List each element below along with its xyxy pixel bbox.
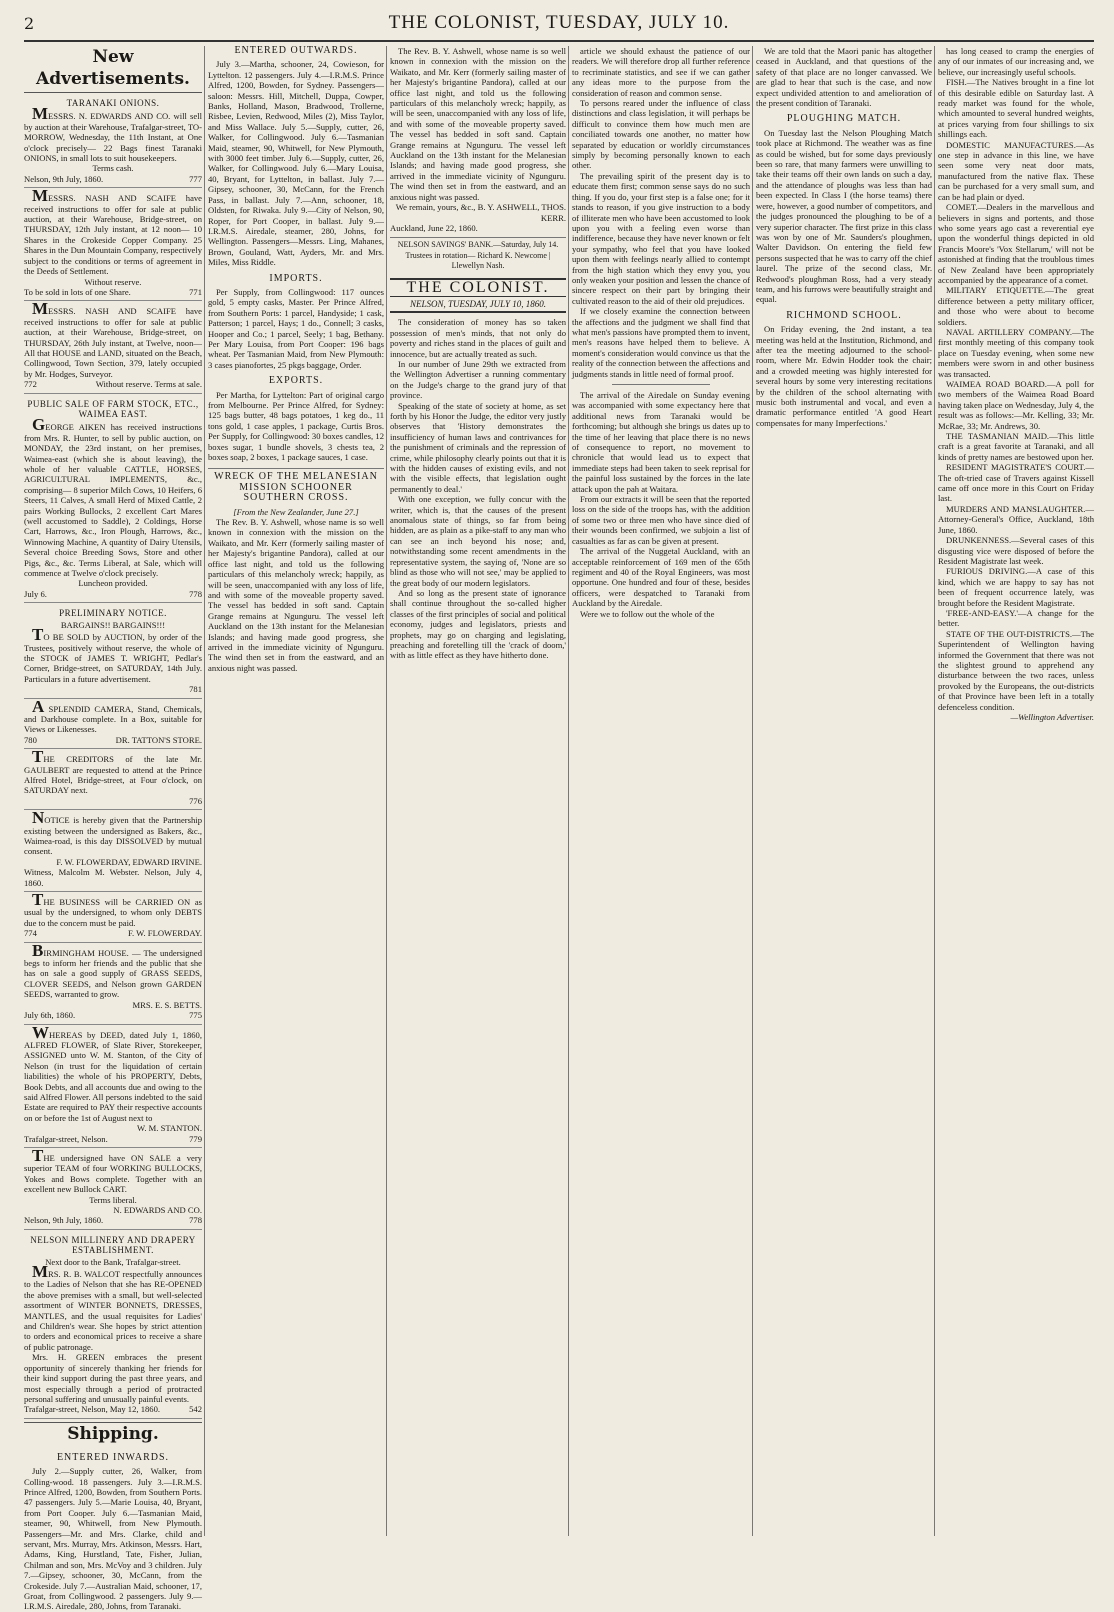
- ad-body: THE BUSINESS will be CARRIED ON as usual by the undersigned, to whom only DEBTS due to the concern must be paid.: [24, 890, 202, 928]
- editorial-paragraph: The consideration of money has so taken possession of men's minds, that not only do poverty and riches stand in the places of guilt and innocence, but are actually treated as such.: [390, 317, 566, 359]
- article-body: The Rev. B. Y. Ashwell, whose name is so well known in connexion with the mission on the Waikato, and Mr. Kerr (formerly sailing master of her Majesty's brigantine Pandora), called at our office last night, and told us the following particulars of this melancholy wreck; happily, as will be seen, unaccompanied with any loss of life, and with some of the moveable property saved. The vessel has bedded in soft sand. Captain Grange remains at Ngunguru. The vessel left Auckland on the 13th instant for the Melanesian Islands; and having made good progress, she arrived in the immediate vicinity of Ngunguru. The wind then set in from the eastward, and an anxious night was passed.: [390, 46, 566, 202]
- ad-apply: DR. TATTON'S STORE.: [115, 734, 202, 745]
- ad-date: Nelson, 9th July, 1860.: [24, 173, 104, 184]
- news-item-waimea: WAIMEA ROAD BOARD.—A poll for two members of the Waimea Road Board having taken place on Wednesday, July 4, the result was as follows:—Mr. Kelling, 33; Mr. McRae, 33; Mr. Andrews, 30.: [938, 379, 1094, 431]
- news-item-resident: RESIDENT MAGISTRATE'S COURT.—The oft-tried case of Travers against Kissell came off once more in this Court on Friday last.: [938, 462, 1094, 504]
- editorial-paragraph: In our number of June 29th we extracted from the Wellington Advertiser a running commentary on the Judge's charge to the grand jury of that province.: [390, 358, 566, 401]
- ad-preliminary: [24, 608, 202, 698]
- ad-body: NOTICE is hereby given that the Partnership existing between the undersigned as Bakers, &c., Waimea-road, is this day DISSOLVED by mutual consent.: [24, 808, 202, 857]
- editorial-paragraph: With one exception, we fully concur with the writer, which is, that the causes of the present anomalous state of things, so far from being hidden, are as plain as a pike-staff to any man who can see an inch beyond his nose; and, notwithstanding some recent amendments in the representative system, the saying of, 'None are so blind as those who will not see,' may be applied to the great body of our modern legislators.: [390, 494, 566, 588]
- ad-body: BIRMINGHAM HOUSE. — The undersigned begs to inform her friends and the public that she has on sale a good supply of GRASS SEEDS, CLOVER SEEDS, and Nelson grown GARDEN SEEDS, warranted to grow.: [24, 940, 202, 1000]
- ad-terms: Terms liberal.: [89, 1194, 137, 1205]
- news-paragraph: The arrival of the Nuggetal Auckland, with an acceptable reinforcement of 169 men of the 65th regiment and 40 of the Royal Engineers, was most opportune. One hundred and four of these, besides officers, were despatched to Taranaki from Auckland by the Airedale.: [572, 546, 750, 609]
- editorial-title: THE COLONIST.: [390, 278, 566, 297]
- letter-signature: We remain, yours, &c., B. Y. ASHWELL, THOS. KERR.: [395, 202, 566, 223]
- section-title: EXPORTS.: [268, 375, 324, 387]
- ad-notice: [24, 808, 202, 892]
- ad-reserve: Without reserve.: [84, 276, 142, 287]
- ad-note: To be sold in lots of one Share.: [24, 286, 131, 297]
- ad-title: TARANAKI ONIONS.: [66, 98, 160, 108]
- ad-ref: 776: [189, 795, 202, 806]
- editorial-paragraph: If we closely examine the connection between the affections and the judgment we shall find that what men's passions have prompted them to invent, men's reasons have helped them to believe. A moment's consideration would convince us that the reality of the connection between the affections and judgments stands in little need of formal proof.: [572, 306, 750, 379]
- ad-place: Trafalgar-street, Nelson.: [24, 1133, 108, 1144]
- column-rule: [204, 46, 205, 1536]
- ad-ref: 775: [189, 1010, 202, 1021]
- news-item-fish: FISH.—The Natives brought in a fine lot of this desirable edible on Saturday last. A ready market was found for the whole, which amounted to several hundred weights, at prices varying from four shillings to six shillings each.: [938, 77, 1094, 140]
- ad-date: July 6.: [24, 588, 47, 599]
- ad-creditors: [24, 747, 202, 810]
- ad-terms: Without reserve. Terms at sale.: [95, 379, 202, 390]
- ad-subtitle: BARGAINS!! BARGAINS!!!: [60, 619, 166, 630]
- ad-signature: MRS. E. S. BETTS.: [132, 999, 202, 1010]
- ad-signature: F. W. FLOWERDAY.: [127, 928, 202, 939]
- ad-ref: 779: [189, 1133, 202, 1144]
- news-item-drunkenness: DRUNKENNESS.—Several cases of this disgusting vice were disposed of before the Resident Magistrate last week.: [938, 535, 1094, 566]
- ad-ref: 780: [24, 734, 37, 745]
- section-title: ENTERED INWARDS.: [56, 1451, 170, 1463]
- news-item-artillery: NAVAL ARTILLERY COMPANY.—The first monthly meeting of this company took place on Tuesday evening, when some new members were sworn in and other business was transacted.: [938, 326, 1094, 379]
- editorial-paragraph: Speaking of the state of society at home, as set forth by his Honor the Judge, the editor very justly observes that 'History demonstrates the insufficiency of human laws and contrivances for the punishment of criminals and the repression of crime, while philosophy clearly points out that it is with the hidden causes of existing evils, and not with the visible effects, that legislation ought permanently to deal.': [390, 400, 566, 494]
- ad-lunch: Luncheon provided.: [78, 578, 148, 589]
- savings-bank-trustees: Trustees in rotation— Richard K. Newcome | Llewellyn Nash.: [405, 250, 551, 271]
- article-body: The Rev. B. Y. Ashwell, whose name is so well known in connexion with the mission on the Waikato, and Mr. Kerr (formerly sailing master of her Majesty's brigantine Pandora), called at our office last night, and told us the following particulars of this melancholy wreck; happily, as will be seen, unaccompanied with any loss of life, and with some of the moveable property saved. The vessel has bedded in soft sand. Captain Grange remains at Ngunguru. The vessel left Auckland on the 13th instant for the Melanesian Islands; and having made good progress, she arrived in the immediate vicinity of Ngunguru. The wind then set in from the eastward, and an anxious night was passed.: [208, 517, 384, 673]
- ad-ref: 774: [24, 928, 37, 939]
- ad-body: TO BE SOLD by AUCTION, by order of the Trustees, positively without reserve, the whole of the STOCK of JAMES T. WRIGHT, Pedlar's Corner, Bridge-street, on SATURDAY, 14th July. Particulars in a future advertisement.: [24, 625, 202, 684]
- shipping-inwards: July 2.—Supply cutter, 26, Walker, from Colling-wood. 18 passengers. July 3.—I.R.M.S. Prince Alfred, 1200, Bowden, from Southern Ports. 47 passengers. July 5.—Marie Louisa, 40, Bryant, from Port Cooper. July 6.—Tasmanian Maid, steamer, 90, Whitwell, from New Plymouth. Passengers—Mr. and Mrs. Clarke, child and servant, Mrs. Murray, Mrs. Atkinson, Messrs. Hart, Adams, King, Hurstland, Tate, Fisher, Julian, Chilman and son, Mrs. McVoy and 3 children. July 7.—Gipsey, schooner, 30, McCann, from the Crokeside. July 7.—Australian Maid, schooner, 17, Groat, from Collingwood. 2 passengers. July 9.—I.R.M.S. Airedale, 280, Johns, from Taranaki.: [24, 1466, 202, 1612]
- ad-ref: 542: [189, 1404, 202, 1415]
- ad-body: MESSRS. NASH AND SCAIFE have received instructions to offer for sale at public auction, at their Warehouse, Bridge-street, on THURSDAY, 26th July instant, at Twelve, noon— All that HOUSE and LAND, situated on the Beach, Collingwood, Town Section, 379, lately occupied by Mr. Hodges, Surveyor.: [24, 299, 202, 379]
- ad-birmingham: [24, 940, 202, 1025]
- news-paragraph: We are told that the Maori panic has altogether ceased in Auckland, and that questions of the safety of that place are no longer canvassed. We are glad to hear that such is the case, and now expect undivided attention to and amelioration of the present condition of Taranaki.: [756, 46, 932, 109]
- ad-ref: 781: [189, 684, 202, 695]
- ad-bullocks: [24, 1145, 202, 1230]
- ad-body: MESSRS. NASH AND SCAIFE have received instructions to offer for sale at public auction, at their Warehouse, Bridge-street, on THURSDAY, 12th July instant, at 12 noon— 10 Shares in the Crokeside Copper Company. 25 Shares in the Dun Mountain Company, respectively subject to the conditions or terms of agreement in the Deeds of Settlement.: [24, 186, 202, 277]
- column-rule: [752, 46, 753, 1536]
- news-paragraph: From our extracts it will be seen that the reported loss on the side of the troops has, with the addition of some two or three men who have since died of their wounds been confirmed, we subjoin a list of casualties as far as can be given at present.: [572, 494, 750, 546]
- ad-body: THE CREDITORS of the late Mr. GAULBERT are requested to attend at the Prince Alfred Hotel, Bridge-street, at Four o'clock, on SATURDAY next.: [24, 747, 202, 796]
- letter-date: Auckland, June 22, 1860.: [390, 222, 478, 233]
- ad-title: PRELIMINARY NOTICE.: [59, 608, 167, 619]
- page-number: 2: [24, 14, 35, 33]
- page-title: THE COLONIST, TUESDAY, JULY 10.: [388, 12, 730, 33]
- news-source: —Wellington Advertiser.: [1010, 712, 1094, 722]
- ad-witness: Witness, Malcolm M. Webster. Nelson, July 4, 1860.: [24, 867, 202, 888]
- section-title: WRECK OF THE MELANESIAN MISSION SCHOONER SOUTHERN CROSS.: [208, 468, 384, 503]
- editorial-paragraph: To persons reared under the influence of class distinctions and class legislation, it will perhaps be difficult to convince them how much men are conciliated towards one another, no matter how separated by education or worldly circumstances simply by becoming personally known to each other.: [572, 98, 750, 171]
- ad-ref: 778: [189, 1215, 202, 1226]
- news-paragraph: On Friday evening, the 2nd instant, a tea meeting was held at the Institution, Richmond, and after tea the meeting adjourned to the school-room, where Mr. Edwin Hodder took the chair; and a crowded meeting was highly interested for several hours by some very interesting recitations by the children of the school alternating with music both instrumental and vocal, and even a dramatic performance entitled 'A good Heart compensates for many Imperfections.': [756, 324, 932, 428]
- editorial-paragraph: The prevailing spirit of the present day is to educate them first; common sense says do no such thing. If you do, your first step is a false one; for it stands to reason, if you give instruction to a body of illiterate men who have been accustomed to look upon you with a feeling even worse than indifference, because they have never known or felt your sympathy, who feel that you have looked upon them with feelings nearly allied to contempt from the high station which they envy you, you only weaken your position and lessen the chance of sincere respect on their part by bringing their cultivated reason to the aid of their old prejudices.: [572, 170, 750, 306]
- ad-aiken: [24, 399, 202, 604]
- ad-body-2: Mrs. H. GREEN embraces the present opportunity of sincerely thanking her friends for their kind support during the past three years, and most especially through a period of protracted personal suffering and unusually painful events.: [24, 1352, 202, 1404]
- article-source: [From the New Zealander, June 27.]: [233, 506, 359, 517]
- ad-body: THE undersigned have ON SALE a very superior TEAM of four WORKING BULLOCKS, Yokes and Bows complete. Together with an excellent new Bullock CART.: [24, 1145, 202, 1195]
- news-item-military: MILITARY ETIQUETTE.—The great difference between a petty military officer, and those who were about to become soldiers.: [938, 285, 1094, 327]
- ad-whereas: [24, 1022, 202, 1148]
- ad-walcot: [24, 1235, 202, 1419]
- column-5: [756, 46, 932, 1536]
- ad-body: MESSRS. N. EDWARDS AND CO. will sell by auction at their Warehouse, Trafalgar-street, TO-MORROW, Wednesday, the 11th Instant, at One o'clock precisely— 22 Bags finest Taranaki ONIONS, in small lots to suit housekeepers.: [24, 104, 202, 164]
- ad-camera: [24, 696, 202, 750]
- shipping-imports: Per Supply, from Collingwood: 117 ounces gold, 5 empty casks, Master. Per Prince Alfred, from Southern Ports: 1 parcel, Handyside; 1 cask, Patterson; 1 parcel, Hays; 1 do., Connell; 3 casks, Hooper and Co.; 1 parcel, Seely; 1 bag, Bethany. Per Mary Louisa, from Port Cooper: 196 bags wheat. Per Tasmanian Maid, from New Plymouth: 3 cases pianofortes, 25 pkgs baggage, Order.: [208, 286, 384, 370]
- ad-title: PUBLIC SALE OF FARM STOCK, ETC., WAIMEA EAST.: [27, 398, 199, 419]
- masthead: [24, 10, 1094, 42]
- ad-nash-shares: [24, 186, 202, 301]
- section-header-advertisements: New Advertisements.: [24, 46, 202, 93]
- column-rule: [934, 46, 935, 1536]
- ad-signature: W. M. STANTON.: [137, 1123, 202, 1134]
- ad-signature: N. EDWARDS AND CO.: [113, 1205, 202, 1215]
- news-paragraph: On Tuesday last the Nelson Ploughing Match took place at Richmond. The weather was as fine as could be wished, but for some days previously been so rare, that many farmers were unwilling to take their teams off their own lands on such a day, and the attendance of ploughs was less than had been expected. In Class I (the horse teams) there were, however, a good number of competitors, and the judges pronounced the ploughing to be of a very superior character. The first prize in this class was won by one of Mr. Saunders's ploughmen, Walter Davidson. On entering the field few persons suspected that he was to carry off the chief laurel. The prize of the second class, Mr. Redwood's ploughman Ross, had a very steady team, and his furrows were beautifully straight and equal.: [756, 127, 932, 305]
- news-item-furious: FURIOUS DRIVING.—A case of this kind, which we are happy to say has not been of frequent occurrence lately, was brought before the Resident Magistrate.: [938, 566, 1094, 608]
- ad-signatures: F. W. FLOWERDAY, EDWARD IRVINE.: [56, 856, 202, 867]
- shipping-outwards: July 3.—Martha, schooner, 24, Cowieson, for Lyttelton. 12 passengers. July 4.—I.R.M.S. Prince Alfred, 1200, Bowden, for Sydney. Passengers—saloon: Messrs. Hill, Mitchell, Duppa, Cowper, Banks, Holland, Mason, Bradwood, Trollerne, Risbee, Levien, Redwood, Miles (2), Miss Taylor, and Miss Wallace. July 5.—Supply, cutter, 26, Walker, for Collingwood. July 6.—Tasmanian Maid, steamer, 90, Whitwell, for New Plymouth, with 3000 feet timber. July 6.—Supply, cutter, 26, Walker, for Collingwood. July 6.—Mary Louisa, 40, Bryant, for Lyttelton, in ballast. July 7.—Gipsey, schooner, 30, McCann, for the French Pass, in ballast. July 7.—Ann, schooner, 18, Oldsten, for Riwaka. July 9.—City of Nelson, 90, Roper, for Port Cooper, in ballast. July 9.—I.R.M.S. Airedale, steamer, 280, Johns, for Wellington. Passengers—Messrs. Ling, Mahanes, Brown, Gouland, Watt, Ayders, Mr. and Mrs. Miles, Miss Riddle.: [208, 59, 384, 268]
- news-item-murders: MURDERS AND MANSLAUGHTER.—Attorney-General's Office, Auckland, 18th June, 1860.: [938, 503, 1094, 535]
- ad-body: GEORGE AIKEN has received instructions from Mrs. R. Hunter, to sell by public auction, on MONDAY, the 23rd instant, on her premises, Waimea-east (which she is about leaving), the whole of her valuable CATTLE, HORSES, AGRICULTURAL IMPLEMENTS, &c., comprising— 8 superior Milch Cows, 10 Heifers, 6 Steers, 11 Calves, A small Herd of Mixed Cattle, 2 pairs Working Bullocks, 2 excellent Cart Mares (well accustomed to Saddle), 2 Coldings, Horse Cart, Harrows, &c., Iron Plough, Harrows, &c., Winnowing Machine, A quantity of Dairy Utensils, Several choice Breeding Sows, Store and other Pigs, &c., &c. Terms Liberal, at Sale, which will commence at Twelve o'clock precisely.: [24, 415, 202, 579]
- ad-onions: [24, 98, 202, 188]
- ad-ref: 771: [189, 286, 202, 297]
- column-3: [390, 46, 566, 1536]
- editorial-paragraph: And so long as the present state of ignorance shall continue throughout the so-called higher classes of the first principles of social and political economy, judges and legislators, priests and prophets, may go on charging and legislating, preaching and foretelling till the 'crack of doom,' with as little effect as they have hitherto done.: [390, 587, 566, 661]
- section-header-shipping: Shipping.: [24, 1422, 202, 1447]
- column-6: [938, 46, 1094, 1536]
- news-item-free: 'FREE-AND-EASY.'—A change for the better.: [938, 607, 1094, 629]
- ad-body: A SPLENDID CAMERA, Stand, Chemicals, and Darkhouse complete. In a Box, suitable for Views or Likenesses.: [24, 696, 202, 735]
- ad-ref: 777: [189, 173, 202, 184]
- column-1: [24, 46, 202, 1612]
- shipping-exports: Per Martha, for Lyttelton: Part of original cargo from Melbourne. Per Prince Alfred, for Sydney: 125 bags butter, 48 bags potatoes, 1 keg do., 11 tons gold, 1 case apples, 1 package, Curtis Bros. Per Supply, for Collingwood: 30 boxes candles, 12 boxes sugar, 1 bundle shovels, 3 chests tea, 2 boxes soap, 2 boxes, 1 package sauces, 1 case.: [208, 389, 384, 463]
- ad-title: NELSON MILLINERY AND DRAPERY ESTABLISHMENT.: [30, 1234, 196, 1256]
- ad-body: MRS. R. B. WALCOT respectfully announces to the Ladies of Nelson that she has RE-OPENED the above premises with a small, but well-selected assortment of WINTER BONNETS, DRESSES, MANTLES, and the usual requisites for Ladies' and Children's wear. She hopes by strict attention to orders and economical prices to receive a share of public patronage.: [24, 1262, 202, 1352]
- column-2: [208, 46, 384, 1536]
- ad-ref: 772: [24, 379, 37, 390]
- ad-body: WHEREAS by DEED, dated July 1, 1860, ALFRED FLOWER, of Slate River, Storekeeper, ASSIGNED unto W. M. Stanton, of the City of Nelson (in trust for the liquidation of certain liabilities) the whole of his PROPERTY, Debts, Book Debts, and all accounts due and owing to the said Alfred Flower. All persons indebted to the said Estate are required to PAY their respective accounts on or before the 1st of August next to: [24, 1022, 202, 1123]
- savings-bank-title: NELSON SAVINGS' BANK.—Saturday, July 14.: [390, 237, 566, 250]
- news-item-comet: COMET.—Dealers in the marvellous and believers in signs and portents, and those who some years ago cast a reverential eye upon the wonderful things depicted in old Francis Moore's 'Vox Stellarum,' will not be astonished at finding that the troublous times of New Zealand have been appropriately accompanied by the appearance of a comet.: [938, 202, 1094, 285]
- section-title: RICHMOND SCHOOL.: [786, 309, 902, 321]
- section-title: IMPORTS.: [269, 272, 323, 284]
- ad-place: Trafalgar-street, Nelson, May 12, 1860.: [24, 1404, 161, 1415]
- column-4: [572, 46, 750, 1536]
- ad-subtitle: Next door to the Bank, Trafalgar-street.: [45, 1256, 181, 1267]
- column-rule: [568, 46, 569, 1536]
- ad-ref: 778: [189, 588, 202, 599]
- section-title: ENTERED OUTWARDS.: [234, 45, 358, 56]
- ad-date: Nelson, 9th July, 1860.: [24, 1215, 104, 1226]
- ad-terms: Terms cash.: [92, 163, 134, 174]
- ad-date: July 6th, 1860.: [24, 1010, 76, 1021]
- news-item-tasmanian: THE TASMANIAN MAID.—This little craft is a great favorite at Taranaki, and all kinds of pretty names are bestowed upon her.: [938, 431, 1094, 462]
- news-item-domestic: DOMESTIC MANUFACTURES.—As one step in advance in this line, we have seen some very neat door mats, manufactured from the native flax. These can be purchased for a very small sum, and can be had plain or dyed.: [938, 139, 1094, 202]
- column-rule: [386, 46, 387, 1536]
- news-paragraph: Were we to follow out the whole of the: [580, 608, 715, 619]
- editorial-paragraph: article we should exhaust the patience of our readers. We will therefore drop all further reference to recriminate statistics, and see if we can gather any ideas more to the purpose from the consideration of reason and common sense.: [572, 46, 750, 98]
- ad-business: [24, 890, 202, 943]
- ad-nash-house: [24, 299, 202, 393]
- news-item-state: STATE OF THE OUT-DISTRICTS.—The Superintendent of Wellington having informed the Government that there was not the slightest ground to apprehend any disturbance between the two races, unless provoked by the Europeans, the out-districts of that Province have been left in a totally defenceless condition.: [938, 628, 1094, 712]
- news-paragraph: has long ceased to cramp the energies of any of our inmates of our increasing and, we believe, our increasingly useful schools.: [938, 46, 1094, 77]
- editorial-dateline: NELSON, TUESDAY, JULY 10, 1860.: [390, 299, 566, 313]
- section-title: PLOUGHING MATCH.: [786, 113, 902, 125]
- news-paragraph: The arrival of the Airedale on Sunday evening was accompanied with some expectancy here that additional news from Taranaki would be forthcoming; but although she brings us dates up to the time of her leaving that place there is no news of consequence to report, no movement to chronicle that would lead us to expect that immediate steps had been taken to seek reprisal for the painful loss sustained by the forces in the late attack upon the pah at Waitara.: [572, 390, 750, 494]
